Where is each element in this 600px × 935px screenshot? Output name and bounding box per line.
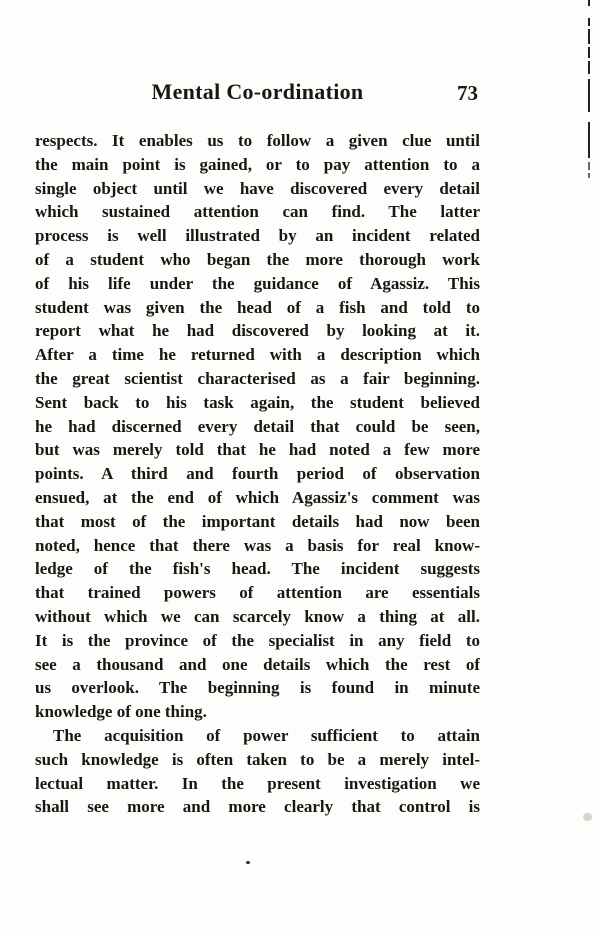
scan-edge-mark (588, 29, 590, 44)
text-line: respects. It enables us to follow a given clue until (35, 131, 480, 150)
text-line: such knowledge is often taken to be a merely intel- (35, 749, 480, 769)
scan-edge-mark (588, 18, 590, 26)
text-line: After a time he returned with a description which (35, 345, 480, 365)
text-line: see a thousand and one details which the rest of (35, 654, 480, 674)
page-number: 73 (457, 81, 478, 105)
ink-dot-artifact (246, 861, 250, 864)
text-line: the great scientist characterised as a fair beginning. (35, 368, 480, 388)
text-line: It is the province of the specialist in any field to (35, 630, 480, 650)
text-line: ensued, at the end of which Agassiz's comment was (35, 487, 480, 507)
scan-edge-mark (588, 47, 590, 58)
smudge-artifact (583, 813, 592, 821)
text-line: knowledge of one thing. (35, 702, 207, 722)
text-line: the main point is gained, or to pay attention to a (35, 154, 480, 174)
scan-edge-mark (588, 61, 590, 74)
text-line: ledge of the fish's head. The incident suggests (35, 559, 480, 579)
text-line: that most of the important details had now been (35, 511, 480, 531)
page-title: Mental Co-ordination (151, 79, 364, 104)
text-line: points. A third and fourth period of observation (35, 464, 480, 484)
text-line: process is well illustrated by an incident related (35, 226, 480, 246)
body-text (35, 129, 480, 819)
text-line: without which we can scarcely know a thing at all. (35, 606, 480, 626)
scan-edge-mark (588, 162, 590, 170)
scan-edge-mark (588, 0, 590, 6)
text-line: noted, hence that there was a basis for real know- (35, 535, 480, 555)
running-header (35, 79, 480, 107)
text-line: of a student who began the more thorough work (35, 249, 480, 269)
text-line: The acquisition of power sufficient to attain (53, 725, 480, 745)
text-line: but was merely told that he had noted a few more (35, 440, 480, 460)
text-line: lectual matter. In the present investigation we (35, 773, 480, 793)
text-line: single object until we have discovered every detail (35, 178, 480, 198)
scan-edge-mark (588, 173, 590, 178)
text-line: student was given the head of a fish and told to (35, 297, 480, 317)
text-line: that trained powers of attention are essentials (35, 583, 480, 603)
text-line: us overlook. The beginning is found in minute (35, 678, 480, 698)
text-line: report what he had discovered by looking at it. (35, 321, 480, 341)
text-line: of his life under the guidance of Agassiz. This (35, 273, 480, 293)
scan-edge-mark (588, 79, 590, 112)
text-line: Sent back to his task again, the student believed (35, 392, 480, 412)
text-line: which sustained attention can find. The latter (35, 202, 480, 222)
text-line: he had discerned every detail that could be seen, (35, 416, 480, 436)
text-line: shall see more and more clearly that control is (35, 797, 480, 817)
scan-edge-mark (588, 122, 590, 158)
